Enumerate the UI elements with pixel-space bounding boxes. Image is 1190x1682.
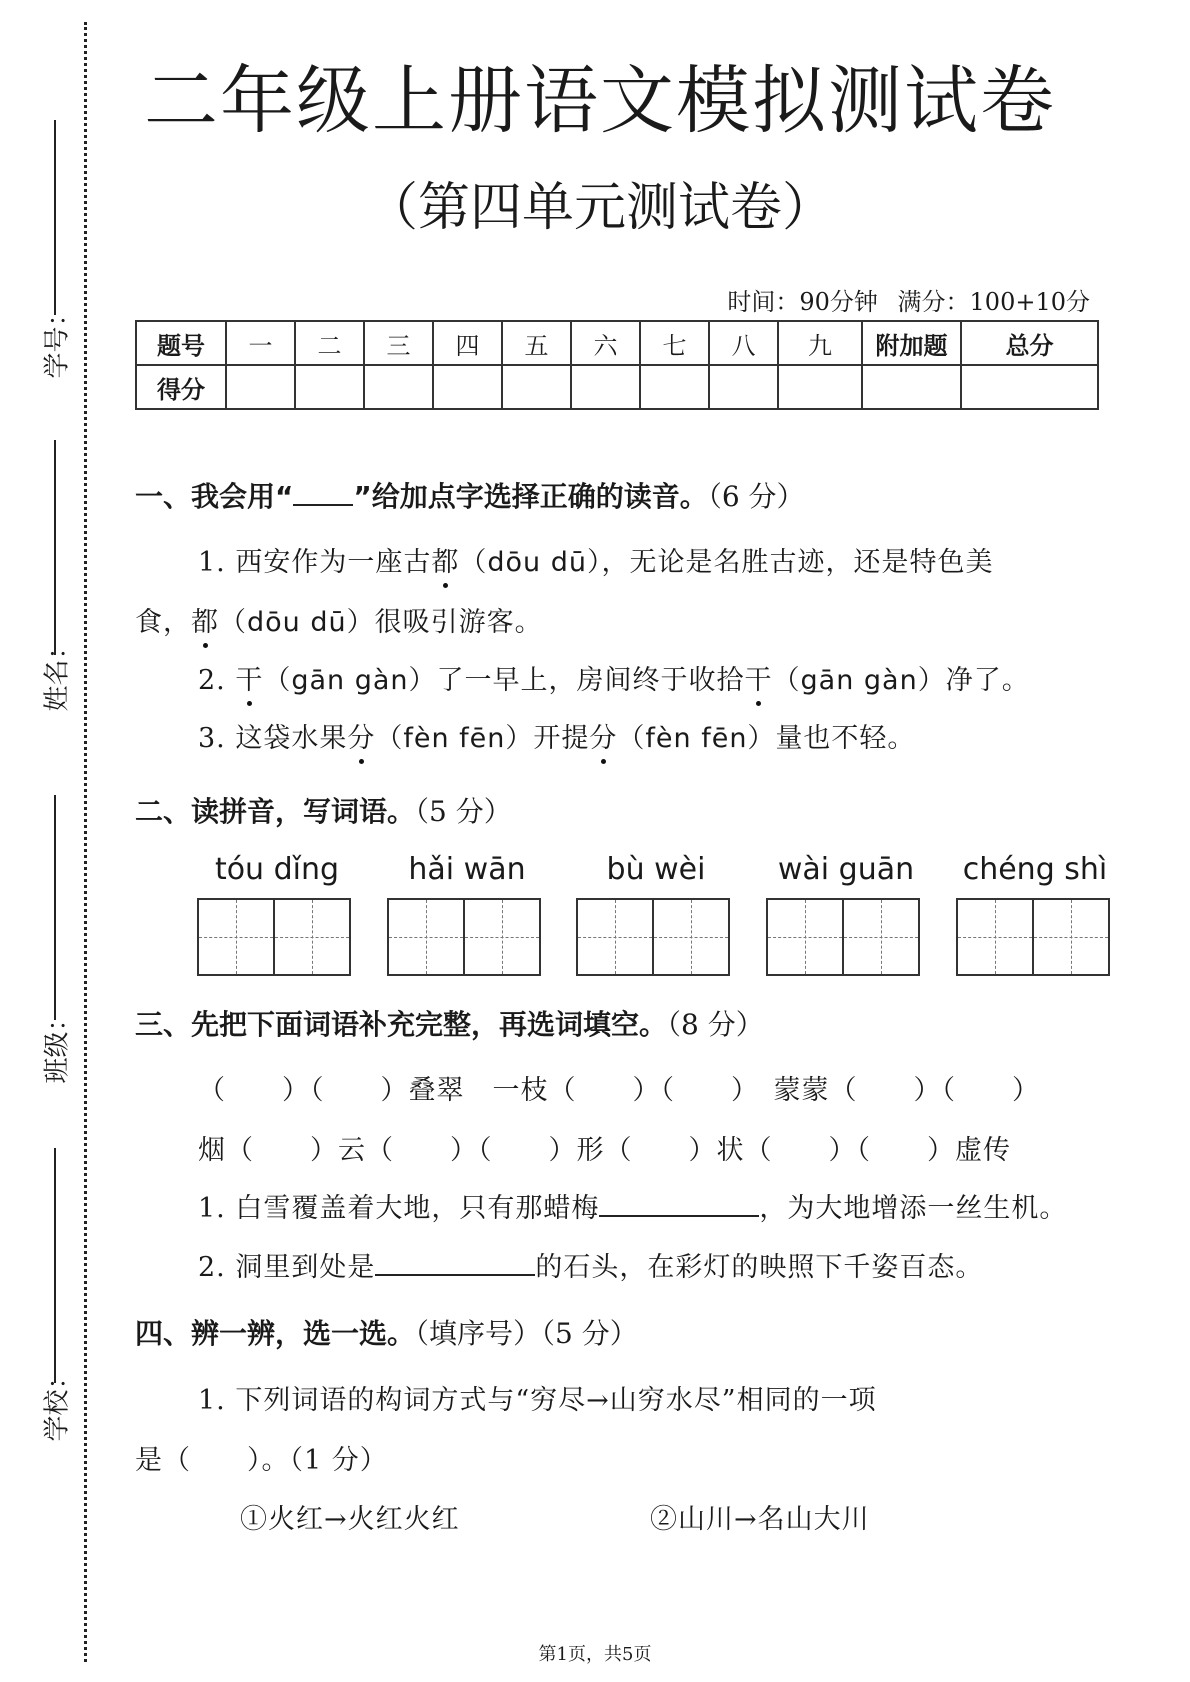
writing-grid-2 <box>387 898 539 976</box>
s1-question-2 <box>198 658 1030 697</box>
exam-full-score: 满分：100+10分 <box>897 288 1090 316</box>
binding-dotted-line <box>84 22 87 1662</box>
text: 净了。 <box>945 665 1030 696</box>
name-rule <box>54 440 56 655</box>
score-cell[interactable] <box>502 365 571 409</box>
pinyin-choice[interactable]: （dōu dū） <box>219 607 375 638</box>
pinyin-choice[interactable]: （fèn fēn） <box>617 723 776 754</box>
score-header-cell: 四 <box>433 321 502 365</box>
s4-question-1-line-1: 1. 下列词语的构词方式与“穷尽→山穷水尽”相同的一项 <box>198 1385 877 1416</box>
s3-words-row-2: 烟（ ）云（ ）（ ）形（ ）状（ ）（ ）虚传 <box>198 1135 1011 1166</box>
score-cell[interactable] <box>862 365 961 409</box>
pinyin-word-1: tóu dǐng <box>214 852 340 887</box>
dotted-char: 分 <box>589 723 618 754</box>
section-3-points: （8 分） <box>667 1008 764 1041</box>
writing-box[interactable] <box>463 898 541 976</box>
writing-grid-3 <box>576 898 728 976</box>
score-cell[interactable] <box>640 365 709 409</box>
dotted-char: 干 <box>235 665 264 696</box>
score-header-cell: 五 <box>502 321 571 365</box>
text: 1. 西安作为一座古 <box>198 547 432 578</box>
section-1-points: （6 分） <box>707 480 805 513</box>
dotted-char: 都 <box>191 607 219 638</box>
class-label: 班级： <box>42 1005 73 1084</box>
pinyin-word-2: hǎi wān <box>408 852 526 887</box>
dotted-char: 干 <box>744 665 773 696</box>
student-id-rule <box>54 120 56 315</box>
writing-box[interactable] <box>956 898 1034 976</box>
s4-option-1: ①火红→火红火红 <box>240 1504 460 1535</box>
score-cell[interactable] <box>961 365 1098 409</box>
text: ，无论是名胜古迹，还是特色美 <box>601 547 994 578</box>
score-header-cell: 总分 <box>961 321 1098 365</box>
underline-sample <box>293 480 353 506</box>
pinyin-choice[interactable]: （gān gàn） <box>263 665 437 696</box>
score-header-cell: 九 <box>778 321 862 365</box>
s3-words-row-1: （ ）（ ）叠翠 一枝（ ）（ ） 蒙蒙（ ）（ ） <box>198 1075 1040 1106</box>
writing-grid-1 <box>197 898 349 976</box>
pinyin-choice[interactable]: （dōu dū） <box>459 547 602 578</box>
dotted-char: 分 <box>347 723 376 754</box>
page-subtitle: （第四单元测试卷） <box>365 178 834 238</box>
text: 2. <box>198 665 236 696</box>
score-header-cell: 二 <box>295 321 364 365</box>
section-1-title-text-2: ”给加点字选择正确的读音。 <box>353 480 708 513</box>
score-cell[interactable] <box>295 365 364 409</box>
text: 很吸引游客。 <box>374 607 543 638</box>
writing-box[interactable] <box>387 898 465 976</box>
text: 食， <box>135 607 191 638</box>
page-title: 二年级上册语文模拟测试卷 <box>144 58 1056 144</box>
writing-box[interactable] <box>197 898 275 976</box>
text: 1. 白雪覆盖着大地，只有那蜡梅 <box>198 1193 600 1224</box>
writing-box[interactable] <box>273 898 351 976</box>
writing-box[interactable] <box>842 898 920 976</box>
score-header-cell: 六 <box>571 321 640 365</box>
score-cell[interactable] <box>433 365 502 409</box>
name-label: 姓名： <box>42 633 73 712</box>
section-4-points: （填序号）（5 分） <box>415 1317 638 1350</box>
s1-question-1-line-2 <box>135 600 543 639</box>
writing-box[interactable] <box>652 898 730 976</box>
dotted-char: 都 <box>431 547 460 578</box>
score-cell[interactable] <box>571 365 640 409</box>
school-label: 学校： <box>42 1363 73 1442</box>
score-header-cell: 七 <box>640 321 709 365</box>
text: 量也不轻。 <box>775 723 916 754</box>
writing-grid-4 <box>766 898 918 976</box>
score-header-cell: 附加题 <box>862 321 961 365</box>
section-3-title <box>135 1003 764 1043</box>
score-table <box>135 320 1099 410</box>
section-2-points: （5 分） <box>415 795 512 828</box>
pinyin-choice[interactable]: （fèn fēn） <box>375 723 534 754</box>
writing-grid-5 <box>956 898 1108 976</box>
section-4-title <box>135 1312 638 1352</box>
text: ，为大地增添一丝生机。 <box>759 1193 1068 1224</box>
score-header-cell: 三 <box>364 321 433 365</box>
score-header-cell: 八 <box>709 321 778 365</box>
section-1-title <box>135 475 805 515</box>
fill-blank[interactable] <box>599 1191 759 1217</box>
s4-question-1-line-2: 是（ ）。（1 分） <box>135 1445 388 1476</box>
exam-meta <box>727 282 1090 317</box>
page-footer: 第1页，共5页 <box>538 1644 652 1665</box>
school-rule <box>54 1148 56 1383</box>
text: 的石头，在彩灯的映照下千姿百态。 <box>535 1252 984 1283</box>
score-row-label: 得分 <box>136 365 226 409</box>
score-cell[interactable] <box>778 365 862 409</box>
section-2-title-text: 二、读拼音，写词语。 <box>135 795 416 828</box>
score-cell[interactable] <box>226 365 295 409</box>
text: 开提 <box>533 723 590 754</box>
score-header-cell: 一 <box>226 321 295 365</box>
class-rule <box>54 795 56 1020</box>
writing-box[interactable] <box>766 898 844 976</box>
writing-box[interactable] <box>576 898 654 976</box>
writing-box[interactable] <box>1032 898 1110 976</box>
section-3-title-text: 三、先把下面词语补充完整，再选词填空。 <box>135 1008 668 1041</box>
s4-option-2: ②山川→名山大川 <box>650 1504 870 1535</box>
fill-blank[interactable] <box>375 1250 535 1276</box>
student-id-label: 学号： <box>42 300 73 379</box>
pinyin-choice[interactable]: （gān gàn） <box>772 665 946 696</box>
exam-time: 时间：90分钟 <box>727 288 878 316</box>
pinyin-word-3: bù wèi <box>606 852 706 887</box>
section-1-title-text: 一、我会用“ <box>135 480 294 513</box>
score-cell[interactable] <box>709 365 778 409</box>
text: 了一早上，房间终于收拾 <box>436 665 745 696</box>
s3-question-2 <box>198 1245 983 1284</box>
text: 2. 洞里到处是 <box>198 1252 376 1283</box>
pinyin-word-4: wài guān <box>777 852 915 887</box>
score-cell[interactable] <box>364 365 433 409</box>
text: 3. 这袋水果 <box>198 723 348 754</box>
score-table-header-row <box>136 321 1098 365</box>
score-header-cell: 题号 <box>136 321 226 365</box>
section-2-title <box>135 790 512 830</box>
section-4-title-text: 四、辨一辨，选一选。 <box>135 1317 416 1350</box>
score-table-score-row <box>136 365 1098 409</box>
s3-question-1 <box>198 1186 1067 1225</box>
s1-question-1-line-1 <box>198 540 993 579</box>
pinyin-word-5: chéng shì <box>962 852 1108 887</box>
s1-question-3 <box>198 716 915 755</box>
